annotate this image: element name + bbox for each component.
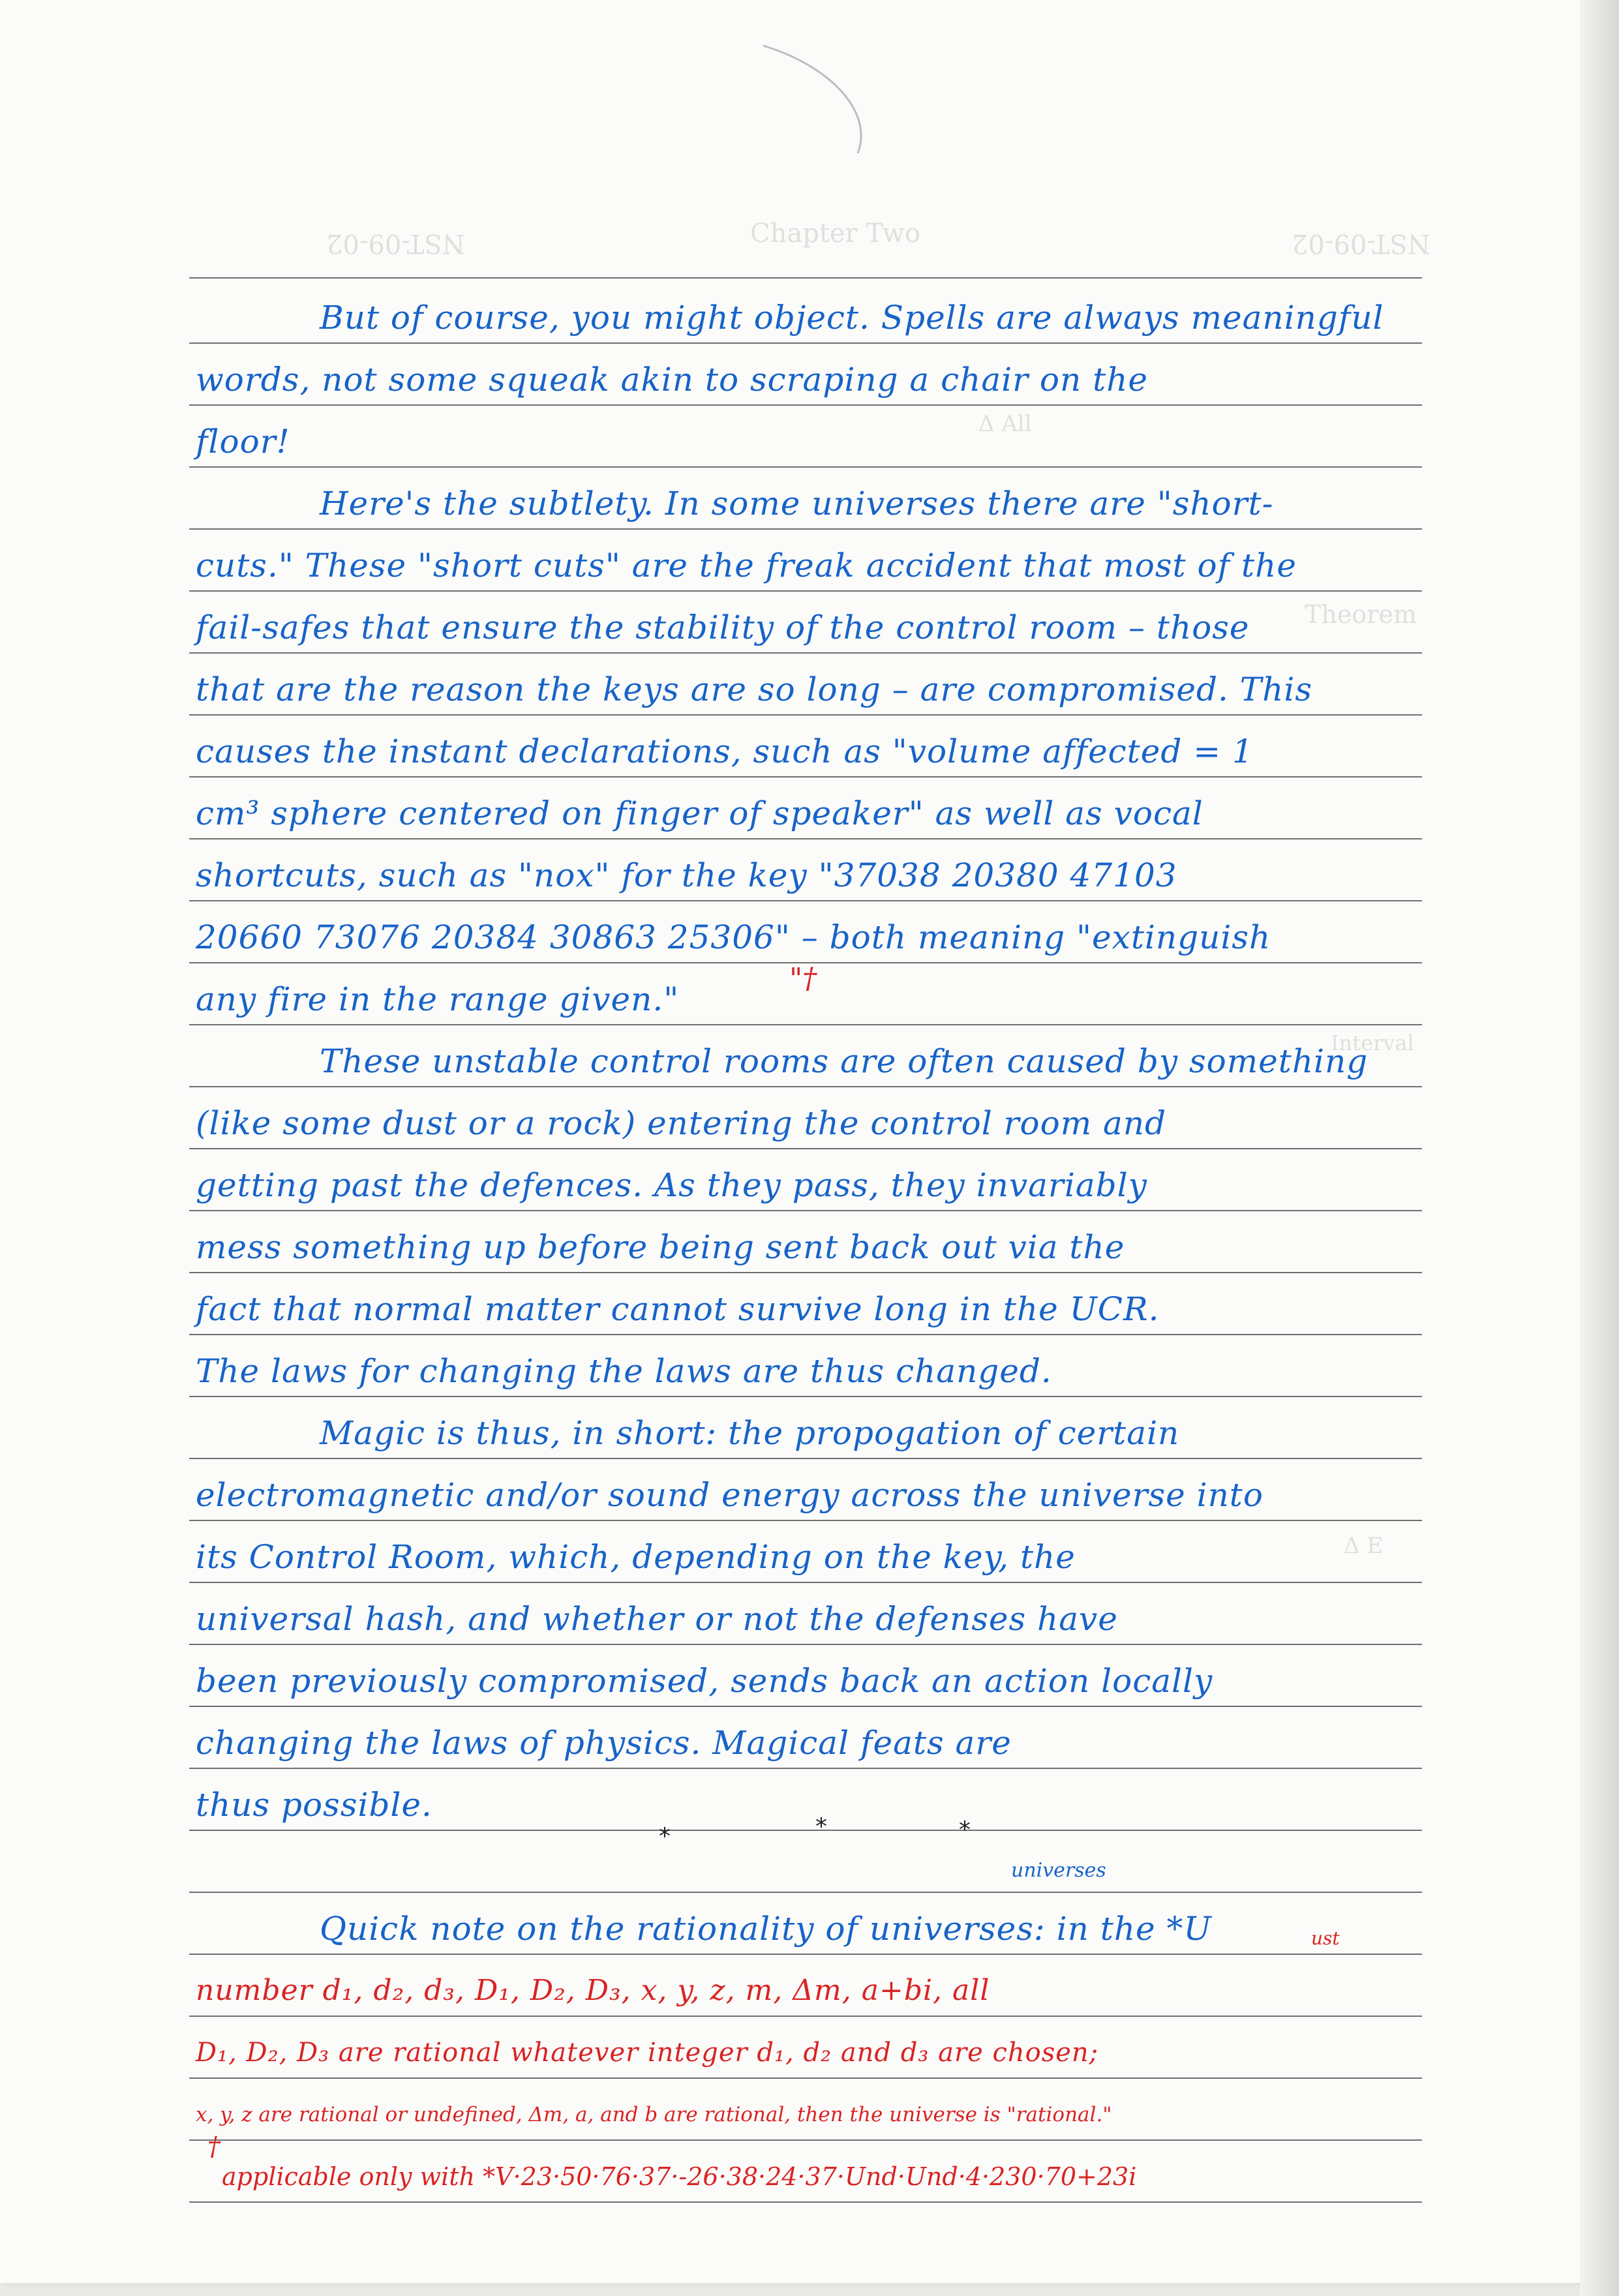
ruled-line xyxy=(189,1768,1422,1769)
ruled-line xyxy=(189,404,1422,406)
ruled-line xyxy=(189,277,1422,279)
note-line: Quick note on the rationality of universes: in the *U xyxy=(320,1910,1212,1948)
ruled-line xyxy=(189,900,1422,901)
handwritten-line: But of course, you might object. Spells are always meaningful xyxy=(320,299,1384,337)
ruled-line xyxy=(189,1706,1422,1707)
ruled-line xyxy=(189,714,1422,716)
page-edge-shadow xyxy=(1580,0,1619,2296)
section-separator-star: * xyxy=(959,1817,971,1843)
ruled-line xyxy=(189,528,1422,530)
bleed-through-text: NST-09-02 xyxy=(326,228,465,258)
handwritten-line: getting past the defences. As they pass, they invariably xyxy=(196,1166,1147,1204)
handwritten-line: words, not some squeak akin to scraping a chair on the xyxy=(196,361,1149,399)
ruled-line xyxy=(189,1520,1422,1521)
ruled-line xyxy=(189,590,1422,592)
handwritten-line: 20660 73076 20384 30863 25306" – both meaning "extinguish xyxy=(196,918,1271,956)
bleed-through-text: NST-09-02 xyxy=(1292,228,1430,258)
bleed-through-text: Theorem xyxy=(1305,600,1417,629)
note-line: D₁, D₂, D₃ are rational whatever integer d₁, d₂ and d₃ are chosen; xyxy=(196,2038,1099,2068)
ruled-line xyxy=(189,652,1422,654)
handwritten-line: fail-safes that ensure the stability of the control room – those xyxy=(196,609,1250,646)
handwritten-line: been previously compromised, sends back an action locally xyxy=(196,1662,1213,1700)
ruled-line xyxy=(189,1582,1422,1583)
handwritten-line: cuts." These "short cuts" are the freak accident that most of the xyxy=(196,547,1297,584)
handwritten-line: fact that normal matter cannot survive long in the UCR. xyxy=(196,1290,1160,1328)
section-separator-star: * xyxy=(815,1813,827,1840)
ruled-line xyxy=(189,1396,1422,1397)
handwritten-line: The laws for changing the laws are thus changed. xyxy=(196,1352,1052,1390)
handwritten-line: mess something up before being sent back out via the xyxy=(196,1228,1125,1266)
ruled-line xyxy=(189,838,1422,839)
handwritten-line: thus possible. xyxy=(196,1786,432,1824)
handwritten-line: floor! xyxy=(196,423,290,461)
handwritten-line: that are the reason the keys are so long – are compromised. This xyxy=(196,671,1312,708)
ruled-line xyxy=(189,1644,1422,1645)
ruled-line xyxy=(189,2139,1422,2141)
ruled-line xyxy=(189,466,1422,468)
bleed-through-text: Interval xyxy=(1331,1031,1414,1055)
ruled-line xyxy=(189,776,1422,778)
inserted-word: universes xyxy=(1011,1859,1106,1882)
handwritten-line: electromagnetic and/or sound energy across the universe into xyxy=(196,1476,1264,1514)
ruled-line xyxy=(189,1148,1422,1149)
ruled-line xyxy=(189,342,1422,344)
subscript-label: ust xyxy=(1311,1927,1340,1949)
ruled-line xyxy=(189,1024,1422,1025)
section-separator-star: * xyxy=(659,1823,671,1850)
ruled-line xyxy=(189,2016,1422,2017)
ruled-line xyxy=(189,1892,1422,1893)
handwritten-line: shortcuts, such as "nox" for the key "37038 20380 47103 xyxy=(196,856,1177,894)
ruled-line xyxy=(189,1272,1422,1273)
footnote-dagger-mark: † xyxy=(207,2132,220,2162)
ruled-line xyxy=(189,1830,1422,1831)
ruled-line xyxy=(189,1086,1422,1087)
bleed-through-text: Δ All xyxy=(978,411,1032,437)
handwritten-line: Here's the subtlety. In some universes there are "short- xyxy=(320,485,1274,522)
ruled-line xyxy=(189,1458,1422,1459)
handwritten-line: cm³ sphere centered on finger of speaker" as well as vocal xyxy=(196,794,1203,832)
footnote-dagger-mark: "† xyxy=(789,962,817,995)
note-line: x, y, z are rational or undefined, Δm, a, and b are rational, then the universe is "rational." xyxy=(196,2103,1112,2126)
top-pencil-curve xyxy=(750,39,894,157)
handwritten-line: changing the laws of physics. Magical feats are xyxy=(196,1724,1012,1762)
ruled-line xyxy=(189,2201,1422,2203)
ruled-line xyxy=(189,2077,1422,2079)
handwritten-line: causes the instant declarations, such as "volume affected = 1 xyxy=(196,733,1254,770)
note-line: number d₁, d₂, d₃, D₁, D₂, D₃, x, y, z, m, Δm, a+bi, all xyxy=(196,1974,990,2007)
bleed-through-text: Δ E xyxy=(1344,1533,1384,1559)
handwritten-line: Magic is thus, in short: the propogation of certain xyxy=(320,1414,1180,1452)
ruled-line xyxy=(189,1954,1422,1955)
handwritten-line: (like some dust or a rock) entering the control room and xyxy=(196,1104,1167,1142)
footnote-line: applicable only with *V·23·50·76·37·-26·38·24·37·Und·Und·4·230·70+23i xyxy=(222,2162,1137,2191)
handwritten-line: its Control Room, which, depending on the key, the xyxy=(196,1538,1076,1576)
handwritten-line: These unstable control rooms are often caused by something xyxy=(320,1042,1369,1080)
bleed-through-text: Chapter Two xyxy=(750,219,920,249)
ruled-line xyxy=(189,1334,1422,1335)
handwritten-line: universal hash, and whether or not the defenses have xyxy=(196,1600,1118,1638)
handwritten-line: any fire in the range given." xyxy=(196,980,680,1018)
ruled-line xyxy=(189,1210,1422,1211)
